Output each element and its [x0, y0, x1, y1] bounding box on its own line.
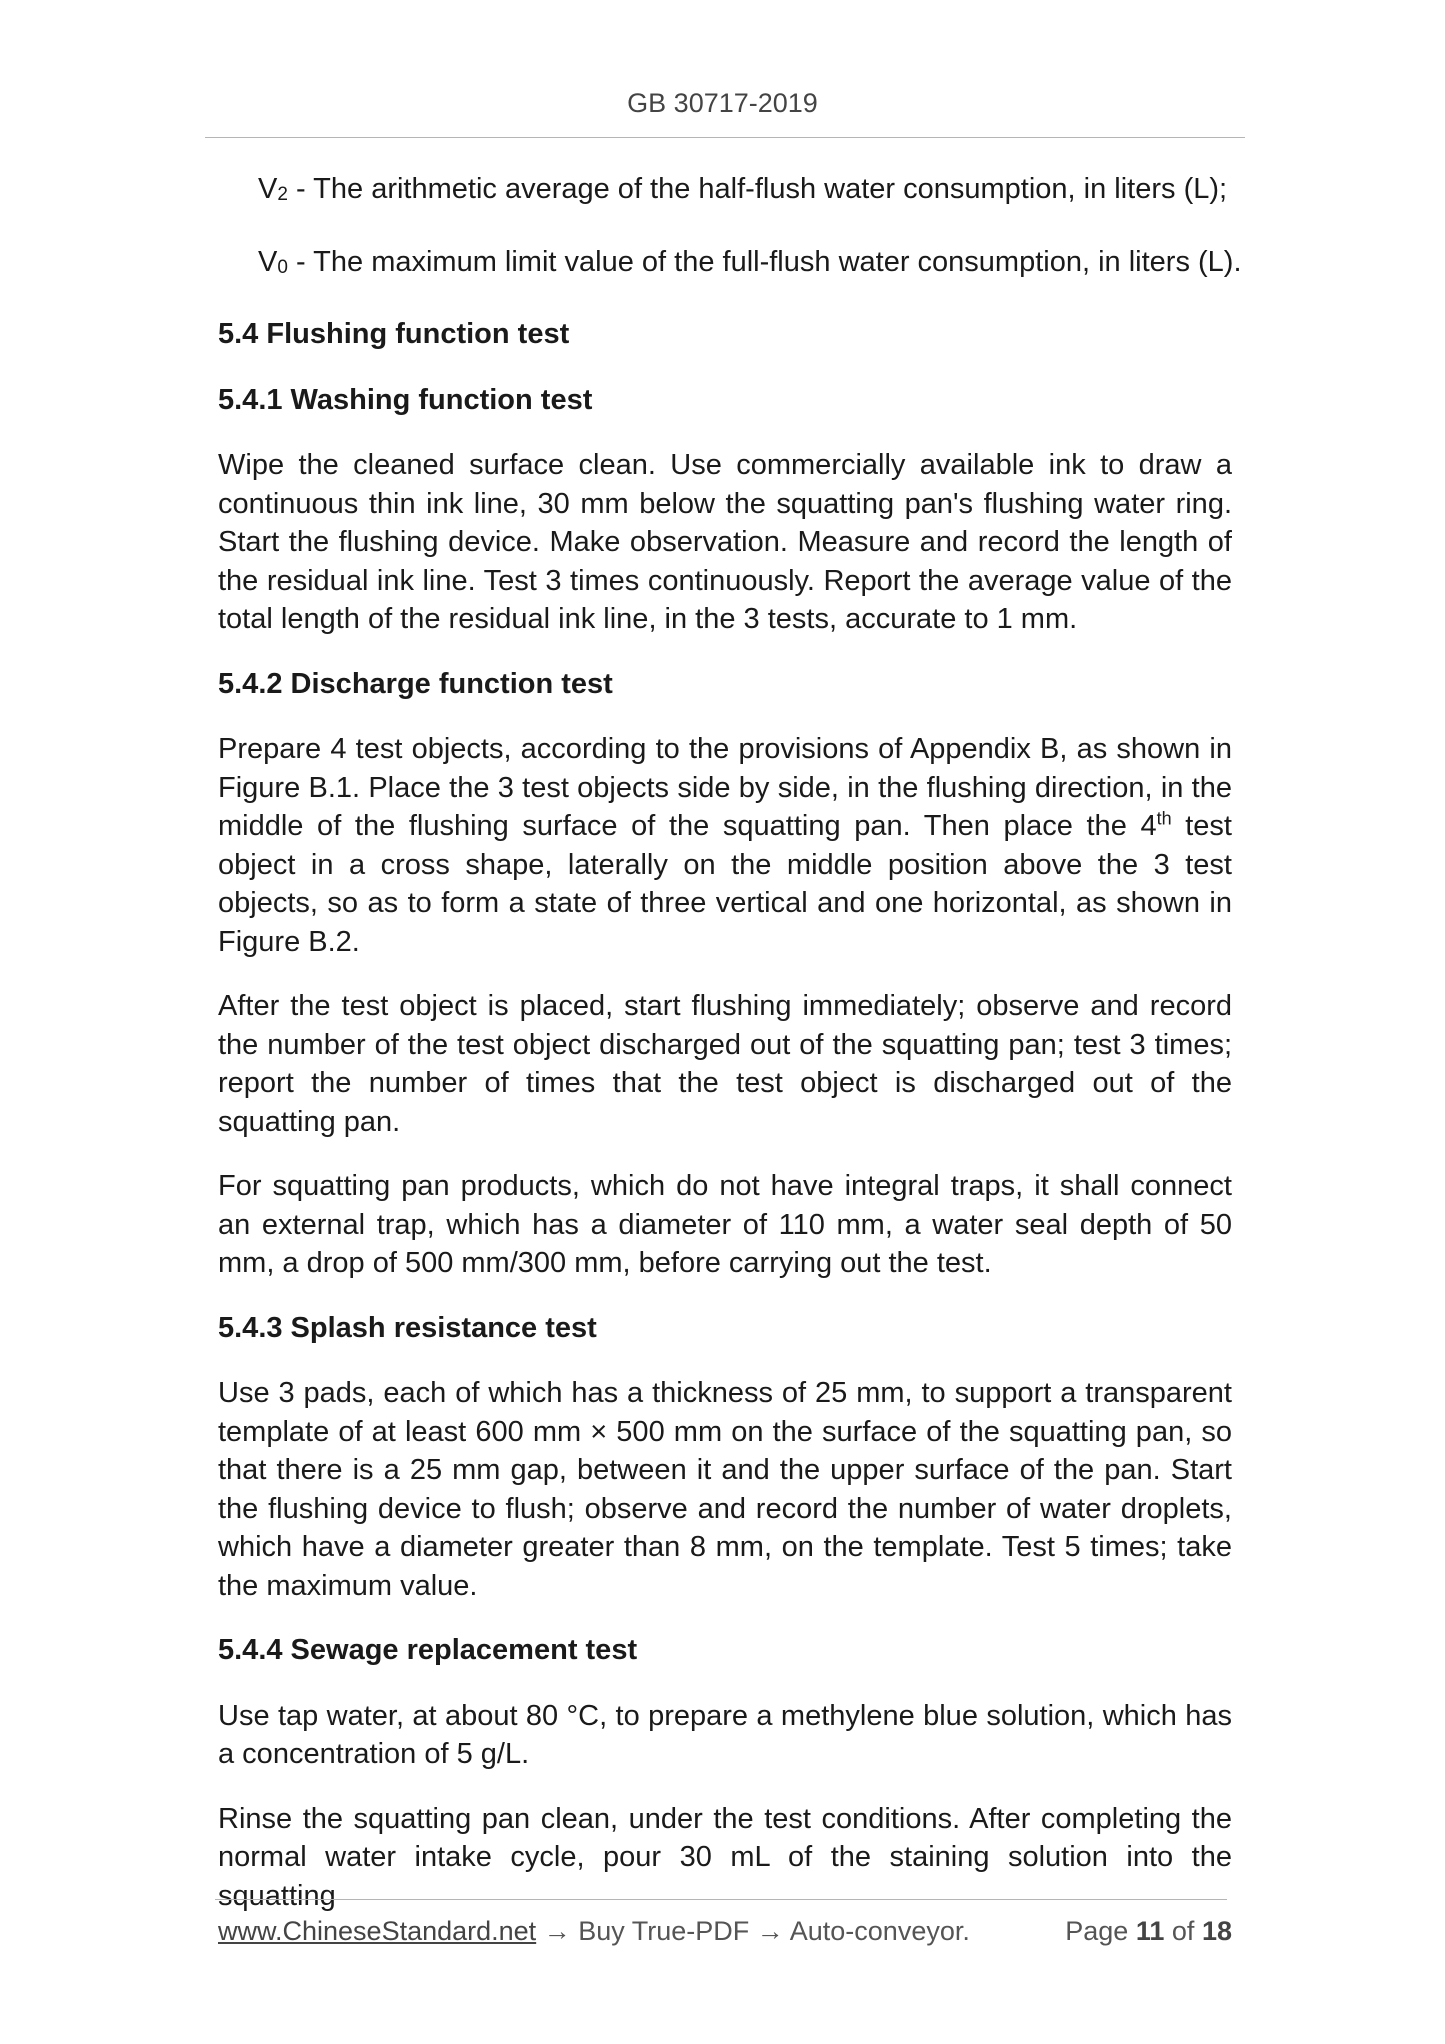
variable-symbol: V [258, 245, 278, 278]
section-5-4-3-paragraph: Use 3 pads, each of which has a thickness of 25 mm, to support a transparent template of at least 600 mm × 500 mm on the surface of the squatting pan, so that there is a 25 mm gap, between it and the upper surface of the pan. Start the flushing device to flush; observe and record the number of water droplets, which have a diameter greater than 8 mm, on the template. Test 5 times; take the maximum value. [218, 1377, 1232, 1602]
page-footer [218, 1916, 1232, 1947]
website-link[interactable]: www.ChineseStandard.net [218, 1916, 537, 1946]
section-5-4-1-heading: 5.4.1 Washing function test [218, 383, 593, 416]
section-5-4-2-heading: 5.4.2 Discharge function test [218, 667, 613, 700]
variable-subscript: 2 [277, 184, 288, 205]
page-current: 11 [1135, 1916, 1165, 1946]
header-standard-code: GB 30717-2019 [627, 88, 818, 118]
section-5-4-4-paragraph-2: Rinse the squatting pan clean, under the test conditions. After completing the normal water intake cycle, pour 30 mL of the staining solution into the squatting [218, 1802, 1232, 1912]
section-5-4-1-paragraph: Wipe the cleaned surface clean. Use commercially available ink to draw a continuous thin ink line, 30 mm below the squatting pan's flushing water ring. Start the flushing device. Make observation. Measure and record the length of the residual ink line. Test 3 times continuously. Report the average value of the total length of the residual ink line, in the 3 tests, accurate to 1 mm. [218, 449, 1232, 635]
variable-symbol: V [258, 173, 278, 205]
section-5-4-2-paragraph-3: For squatting pan products, which do not have integral traps, it shall connect an external trap, which has a diameter of 110 mm, a water seal depth of 50 mm, a drop of 500 mm/300 mm, before carrying out the test. [218, 1170, 1232, 1279]
section-5-4-2-paragraph-1 [218, 730, 1232, 961]
ordinal-superscript: th [1156, 808, 1172, 829]
page-number [1065, 1916, 1232, 1947]
variable-description: - The arithmetic average of the half-flush water consumption, in liters (L); [287, 173, 1228, 205]
page-label: Page [1065, 1916, 1129, 1946]
footer-divider [215, 1899, 1227, 1900]
variable-description: - The maximum limit value of the full-flush water consumption, in liters (L). [287, 245, 1242, 278]
variable-definition-v0 [258, 243, 1242, 288]
paragraph-text: test object in a cross shape, laterally on the middle position above the 3 test objects, so as to form a state of three vertical and one horizontal, as shown in Figure B.2. [218, 810, 1232, 958]
section-5-4-heading: 5.4 Flushing function test [218, 318, 570, 350]
page-of-label: of [1171, 1916, 1195, 1946]
section-5-4-4-paragraph-1: Use tap water, at about 80 °C, to prepare a methylene blue solution, which has a concentration of 5 g/L. [218, 1699, 1232, 1770]
header-divider [205, 137, 1245, 138]
page-total: 18 [1201, 1916, 1232, 1946]
footer-nav-text: → Buy True-PDF → Auto-conveyor. [536, 1916, 970, 1946]
paragraph-text: Prepare 4 test objects, according to the provisions of Appendix B, as shown in Figure B.1. Place the 3 test objects side by side, in the flushing direction, in the middle of the flushing surface of the squatting pan. Then place the 4 [218, 733, 1232, 842]
variable-subscript: 0 [277, 256, 288, 278]
variable-definition-v2 [258, 170, 1232, 215]
section-5-4-3-heading: 5.4.3 Splash resistance test [218, 1311, 597, 1344]
document-body [218, 170, 1242, 1941]
section-5-4-4-heading: 5.4.4 Sewage replacement test [218, 1634, 638, 1666]
section-5-4-2-paragraph-2: After the test object is placed, start flushing immediately; observe and record the number of the test object discharged out of the squatting pan; test 3 times; report the number of times that the test object is discharged out of the squatting pan. [218, 990, 1232, 1138]
